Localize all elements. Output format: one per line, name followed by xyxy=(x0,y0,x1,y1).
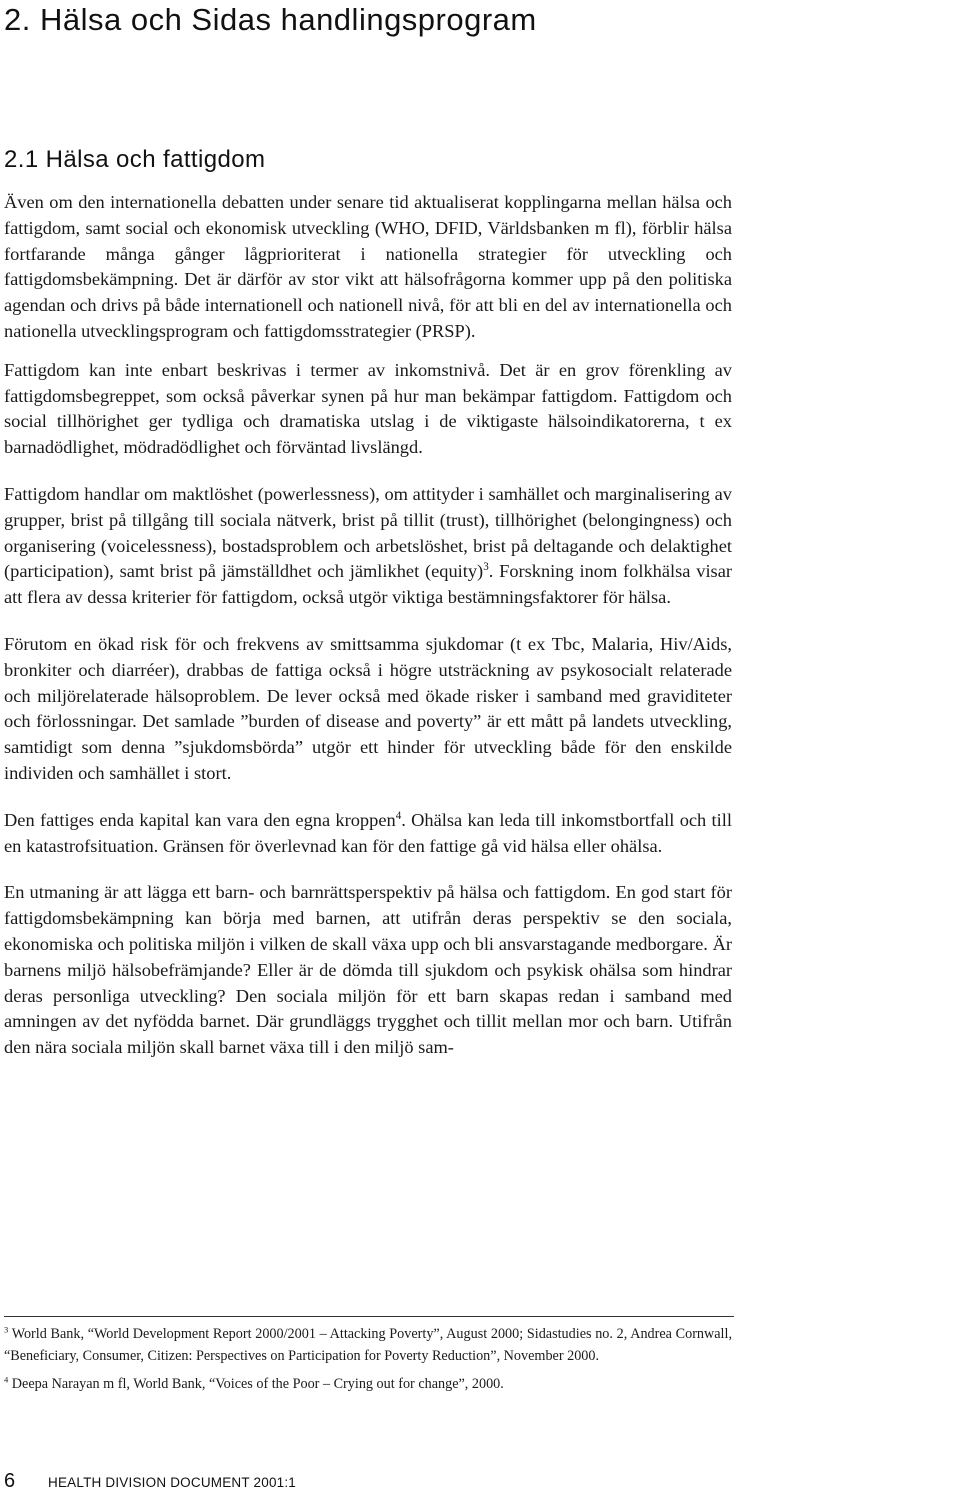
footnote-3-number: 3 xyxy=(4,1324,9,1335)
page-footer xyxy=(4,1470,296,1493)
section-title: 2.1 Hälsa och fattigdom xyxy=(4,146,266,173)
footnote-ref-3: 3 xyxy=(483,561,489,574)
paragraph-5-text-a: Den fattiges enda kapital kan vara den egna kroppen xyxy=(4,809,396,830)
footnote-4 xyxy=(4,1373,732,1395)
paragraph-5-text-b: . Ohälsa kan leda till inkomstbortfall och till en katastrofsituation. Gränsen för överlevnad kan för den fattige gå vid hälsa eller ohälsa. xyxy=(4,809,732,856)
footnote-3 xyxy=(4,1323,732,1367)
footnote-4-text: Deepa Narayan m fl, World Bank, “Voices of the Poor – Crying out for change”, 2000. xyxy=(8,1376,504,1392)
footnotes xyxy=(4,1323,732,1395)
footnote-3-text: World Bank, “World Development Report 2000/2001 – Attacking Poverty”, August 2000; Sidastudies no. 2, Andrea Cornwall, “Beneficiary, Consumer, Citizen: Perspectives on Participation for Poverty Reduction”, November 2000. xyxy=(4,1326,732,1364)
paragraph-2: Fattigdom kan inte enbart beskrivas i termer av inkomstnivå. Det är en grov förenkling av fattigdomsbegreppet, som också påverkar synen på hur man bekämpar fattigdom. Fattigdom och social tillhörighet ger tydliga och dramatiska utslag i de viktigaste hälsoindikatorerna, t ex barnadödlighet, mödradödlighet och förväntad livslängd. xyxy=(4,359,732,458)
page-number: 6 xyxy=(4,1470,16,1492)
footnote-divider xyxy=(4,1316,734,1317)
paragraph-1: Även om den internationella debatten under senare tid aktualiserat kopplingarna mellan hälsa och fattigdom, samt social och ekonomisk utveckling (WHO, DFID, Världsbanken m fl), förblir hälsa fortfarande många gånger lågprioriterat i nationella strategier för utveckling och fattigdomsbekämpning. Det är därför av stor vikt att hälsofrågorna kommer upp på den politiska agendan och drivs på både internationell och nationell nivå, för att bli en del av internationella och nationella utvecklingsprogram och fattigdomsstrategier (PRSP). xyxy=(4,192,732,341)
paragraph-5 xyxy=(4,808,732,860)
paragraph-3 xyxy=(4,482,732,611)
paragraph-6: En utmaning är att lägga ett barn- och barnrättsperspektiv på hälsa och fattigdom. En god start för fattigdomsbekämpning kan börja med barnen, att utifrån deras perspektiv se den sociala, ekonomiska och politiska miljön i vilken de skall växa upp och bli ansvarstagande medborgare. Är barnens miljö hälsobefrämjande? Eller är de dömda till sjukdom och psykisk ohälsa som hindrar deras personliga utveckling? Den sociala miljön för ett barn skapas redan i samband med amningen av det nyfödda barnet. Där grundläggs trygghet och tillit mellan mor och barn. Utifrån den nära sociala miljön skall barnet växa till i den miljö sam- xyxy=(4,882,732,1058)
document-label: HEALTH DIVISION DOCUMENT 2001:1 xyxy=(48,1475,297,1490)
footnote-4-number: 4 xyxy=(4,1374,9,1385)
paragraph-3-text-b: . Forskning inom folkhälsa visar att flera av dessa kriterier för fattigdom, också utgör viktiga bestämningsfaktorer för hälsa. xyxy=(4,561,732,608)
footnote-ref-4: 4 xyxy=(395,809,402,822)
chapter-title: 2. Hälsa och Sidas handlingsprogram xyxy=(4,2,537,37)
paragraph-3-text-a: Fattigdom handlar om maktlöshet (powerlessness), om attityder i samhället och marginalisering av grupper, brist på tillgång till sociala nätverk, brist på tillit (trust), tillhörighet (belongingness) och organisering (voicelessness), bostadsproblem och arbetslöshet, brist på deltagande och delaktighet (participation), samt brist på jämställdhet och jämlikhet (equity) xyxy=(4,483,732,582)
paragraph-4: Förutom en ökad risk för och frekvens av smittsamma sjukdomar (t ex Tbc, Malaria, Hiv/Aids, bronkiter och diarréer), drabbas de fattiga också i högre utsträckning av psykosocialt relaterade och miljörelaterade hälsoproblem. De lever också med ökade risker i samband med graviditeter och förlossningar. Det samlade ”burden of disease and poverty” är ett mått på landets utveckling, samtidigt som denna ”sjukdomsbörda” utgör ett hinder för utveckling både för den enskilde individen och samhället i stort. xyxy=(4,633,732,783)
body-text xyxy=(4,190,732,1082)
